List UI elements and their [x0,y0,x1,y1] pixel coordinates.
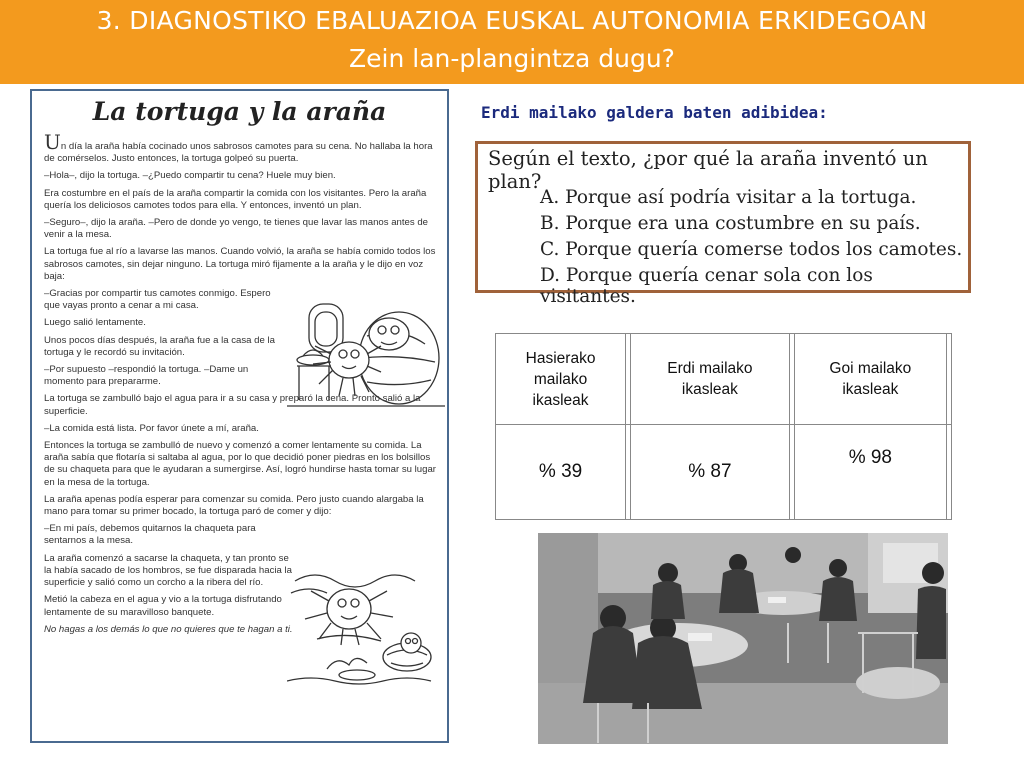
story-paragraph: La tortuga se zambulló bajo el agua para ir a su casa y preparó la cena. Pronto salió a la superficie. [44,393,421,417]
slide-header [0,0,1024,84]
story-paragraph: La araña comenzó a sacarse la chaqueta, y tan pronto se la había sacado de los hombros, se fue disparada hacia la superficie y salió como un corcho a la ribera del río. [44,552,292,589]
story-paragraph: Entonces la tortuga se zambulló de nuevo y comenzó a comer lentamente su comida. La araña sabía que flotaría si saltaba al agua, por lo que decidió poner piedras en los bolsillos de su chaqueta para que le ayudaran a sumergirse. Así, logró hundirse hasta tomar su lugar en la mesa de la tortuga. [44,440,436,488]
story-paragraph: –Por supuesto –respondió la tortuga. –Dame un momento para prepararme. [44,364,249,388]
header-cell-intermediate: Erdi mailako ikasleak [631,334,790,425]
answer-option-c: C. Porque quería comerse todos los camotes. [540,239,963,260]
table-row [496,334,952,425]
drop-cap: U [44,130,61,154]
header-cell-basic: Hasierako mailako ikasleak [496,334,626,425]
story-paragraph: La araña apenas podía esperar para comenzar su comida. Pero justo cuando alargaba la mano para tomar su primer bocado, la tortuga paró de comer y dijo: [44,493,424,518]
story-paragraph: Unos pocos días después, la araña fue a la casa de la tortuga y le recordó su invitación. [44,334,275,358]
story-paragraph: La tortuga fue al río a lavarse las manos. Cuando volvió, la araña se había comido todos los sabrosos camotes, sin dejar ninguno. La tortuga miró fijamente a la araña y le dijo en voz baja: [44,246,436,282]
spider-turtle-dinner-illustration [287,296,445,416]
story-paragraph: Metió la cabeza en el agua y vio a la tortuga disfrutando lentamente de su maravilloso banquete. [44,594,282,618]
spider-underwater-illustration [287,569,445,689]
story-paragraph: –La comida está lista. Por favor únete a mí, araña. [44,422,259,434]
slide-subtitle: Zein lan-plangintza dugu? [349,44,675,73]
story-moral: No hagas a los demás lo que no quieres que te hagan a ti. [44,623,293,635]
answer-option-a: A. Porque así podría visitar a la tortuga. [540,187,917,208]
column-divider [947,425,952,520]
header-cell-advanced: Goi mailako ikasleak [794,334,946,425]
story-title: La tortuga y la araña [92,97,387,126]
sample-question-box [475,141,971,307]
value-cell-basic: % 39 [496,425,626,520]
story-page [30,89,449,743]
story-paragraph: –Seguro–, dijo la araña. –Pero de donde yo vengo, te tienes que lavar las manos antes de venir a la mesa. [44,217,429,241]
story-paragraph: –Gracias por compartir tus camotes conmigo. Espero que vayas pronto a cenar a mi casa. [44,288,271,312]
example-question-label: Erdi mailako galdera baten adibidea: [481,103,828,122]
results-table [495,333,952,520]
value-cell-advanced: % 98 [794,425,946,520]
question-text: Según el texto, ¿por qué la araña inventó un plan? [488,147,928,193]
story-paragraph: n día la araña había cocinado unos sabrosos camotes para su cena. No hallaba la hora de comérselos. Justo entonces, la tortuga golpeó su puerta. [44,141,433,165]
value-cell-intermediate: % 87 [631,425,790,520]
story-paragraph: Luego salió lentamente. [44,317,146,329]
classroom-photo [538,533,948,744]
column-divider [947,334,952,425]
story-paragraph: –Hola–, dijo la tortuga. –¿Puedo compartir tu cena? Huele muy bien. [44,170,336,182]
answer-option-d: D. Porque quería cenar sola con los visitantes. [540,265,873,307]
answer-option-b: B. Porque era una costumbre en su país. [540,213,921,234]
story-paragraph: Era costumbre en el país de la araña compartir la comida con los visitantes. Pero la araña quería los deliciosos camotes todos para ella. Y entonces, inventó un plan. [44,187,427,211]
story-paragraph: –En mi país, debemos quitarnos la chaqueta para sentarnos a la mesa. [44,523,256,547]
table-row [496,425,952,520]
slide-title: 3. DIAGNOSTIKO EBALUAZIOA EUSKAL AUTONOMIA ERKIDEGOAN [96,6,928,35]
